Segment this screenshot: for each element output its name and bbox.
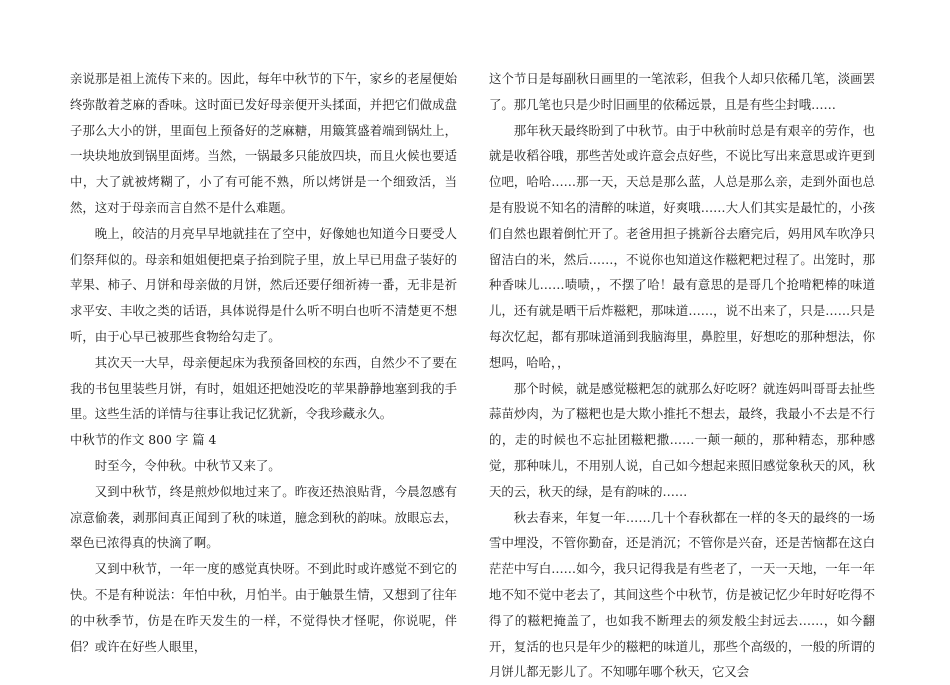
section-heading: 中秋节的作文 800 字 篇 4 [70,432,217,448]
paragraph: 那个时候，就是感觉糍粑怎的就那么好吃呀？就连妈叫哥哥去扯些蒜苗炒肉，为了糍粑也是大欺小推托不想去，最终，我最小不去是不行的，走的时候也不忘扯团糍粑撒……一颠一颠的，那种精态，那种感觉，那种味儿，不用别人说，自己如今想起来照旧感觉象秋天的风，秋天的云，秋天的绿，是有韵味的…… [489,380,875,499]
paragraph: 这个节日是每副秋日画里的一笔浓彩，但我个人却只依稀几笔，淡画罢了。那几笔也只是少时旧画里的依稀远景，且是有些尘封哦…… [489,71,875,112]
paragraph: 时至今，令仲秋。中秋节又来了。 [94,457,281,473]
paragraph: 秋去春来，年复一年……几十个春秋都在一样的冬天的最终的一场雪中埋没，不管你勤奋，还是消沉；不管你是兴奋，还是苦恼都在这白茫茫中写白……如今，我只记得我是有些老了，一天一天地，一年一年地不知不觉中老去了，其间这些个中秋节，仿是被记忆少年时好吃得不得了的糍粑掩盖了，也如我不断理去的须发般尘封远去……，如今翻开，复活的也只是年少的糍粑的味道儿，那些个高级的，一般的所谓的月饼儿都无影儿了。不知哪年哪个秋天，它又会 [489,509,875,680]
paragraph: 亲说那是祖上流传下来的。因此，每年中秋节的下午，家乡的老屋便始终弥散着芝麻的香味。这时面已发好母亲便开头揉面，并把它们做成盘子那么大小的饼，里面包上预备好的芝麻糖，用簸箕盛着端到锅灶上，一块块地放到锅里面烤。当然，一锅最多只能放四块，而且火候也要适中，大了就被烤糊了，小了有可能不熟，所以烤饼是一个细致活，当然，这对于母亲而言自然不是什么难题。 [70,71,457,215]
left-column [70,66,457,659]
paragraph: 晚上，皎洁的月亮早早地就挂在了空中，好像她也知道今日要受人们祭拜似的。母亲和姐姐便把桌子抬到院子里，放上早已用盘子装好的苹果、柿子、月饼和母亲做的月饼，然后还要仔细祈祷一番，无非是祈求平安、丰收之类的话语，具体说得是什么听不明白也听不清楚更不想听，由于心早已被那些食物给勾走了。 [70,225,457,344]
paragraph: 其次天一大早，母亲便起床为我预备回校的东西，自然少不了要在我的书包里装些月饼，有时，姐姐还把她没吃的苹果静静地塞到我的手里。这些生活的详情与往事让我记忆犹新，令我珍藏永久。 [70,354,457,422]
paragraph: 又到中秋节，一年一度的感觉真快呀。不到此时或许感觉不到它的快。不是有种说法：年怕中秋，月怕半。由于触景生情，又想到了往年的中秋季节，仿是在昨天发生的一样，不觉得快才怪呢，你说呢，伴侣？或许在好些人眼里， [70,561,457,654]
paragraph: 那年秋天最终盼到了中秋节。由于中秋前时总是有艰辛的劳作，也就是收稻谷哦，那些苦处或许意会点好些，不说比写出来意思或许更到位吧，哈哈……那一天，天总是那么蓝，人总是那么亲，走到外面也总是有股说不知名的清醉的味道，好爽哦……大人们其实是最忙的，小孩们自然也跟着倒忙开了。老爸用担子挑新谷去磨完后，妈用风车吹净只留洁白的米，然后……，不说你也知道这作糍粑粑过程了。出笼时，那种香味儿……啧啧，，不摆了哈！最有意思的是哥几个抢啃粑棒的味道儿，还有就是晒干后炸糍粑，那味道……，说不出来了，只是……只是每次忆起，都有那味道涌到我脑海里，鼻腔里，好想吃的那种想法，你想吗，哈哈，， [489,122,875,370]
right-column [489,66,875,685]
paragraph: 又到中秋节，终是煎炒似地过来了。昨夜还热浪贴背，今晨忽感有凉意偷袭，剥那间真正闻到了秋的味道，臆念到秋的韵味。放眼忘去，翠色已浓得真的快滴了啊。 [70,483,457,551]
